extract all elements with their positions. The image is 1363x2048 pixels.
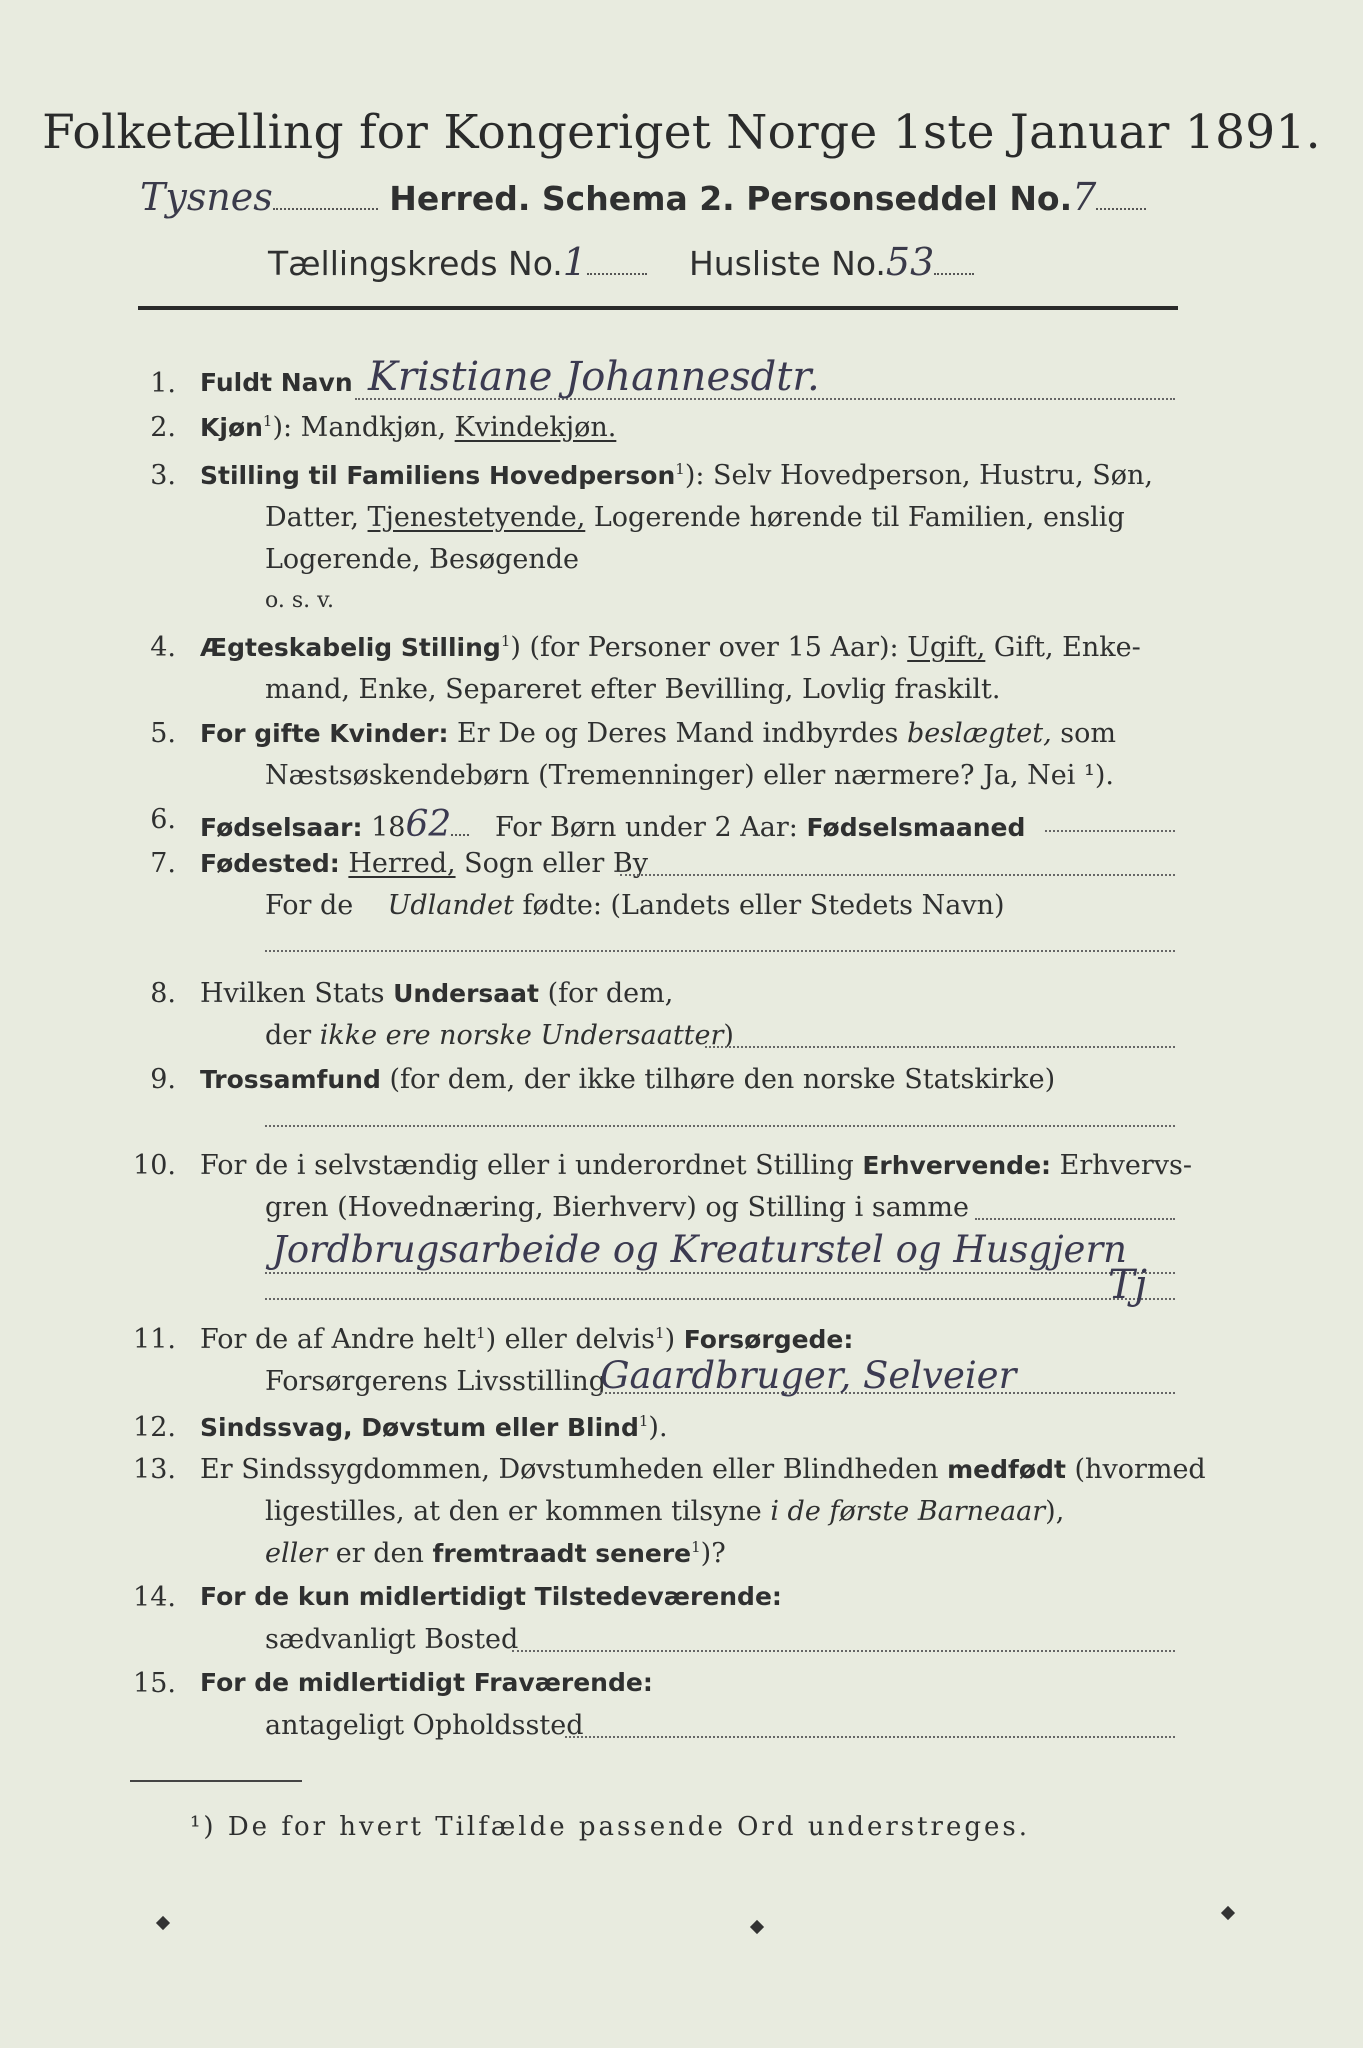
stilling-selected: Tjenestetyende,	[367, 502, 586, 533]
erhverv-value: Jordbrugsarbeide og Kreaturstel og Husgjern	[272, 1228, 1127, 1271]
kreds-value: 1	[562, 240, 587, 284]
erhverv-value-2: Tj	[1108, 1262, 1148, 1308]
kreds-label: Tællingskreds No.	[268, 244, 563, 283]
personseddel-label: Personseddel No.	[746, 179, 1073, 218]
husliste-label: Husliste No.	[688, 244, 886, 283]
header-line-2	[268, 240, 974, 284]
header-rule	[138, 306, 1178, 310]
schema-label: Schema 2.	[541, 179, 735, 218]
fuldt-navn-label: Fuldt Navn	[200, 368, 353, 397]
fuldt-navn-value: Kristiane Johannesdtr.	[368, 354, 820, 400]
corner-mark-left	[156, 1916, 170, 1930]
corner-mark-center	[750, 1920, 764, 1934]
header-line-1	[140, 175, 1146, 219]
personseddel-value: 7	[1072, 175, 1097, 219]
ugift-selected: Ugift,	[907, 632, 986, 663]
footnote-rule	[130, 1780, 302, 1782]
forsorger-value: Gaardbruger, Selveier	[600, 1354, 1017, 1397]
herred-value: Tysnes	[140, 175, 273, 219]
census-form: Folketælling for Kongeriget Norge 1ste Januar 1891. Tysnes Herred. Schema 2. Personseddel No.7 Tællingskreds No.1 Husliste No.53 1. Fuldt Navn Kristiane Johannesdtr. 2. Kjøn$^1$): Mandkjøn, Kvindekjøn. 3. Stilling til Familiens Hovedperson$^1$): Selv Hovedperson, Hustru, Søn, Datter, Tjenestetyende, Logerende hørende til Familien, enslig Logerende, Besøgende o. s. v. 4. Ægteskabelig Stilling$^1$) (for Personer over 15 Aar): Ugift, Gift, Enke- mand, Enke, Separeret efter Bevilling, Lovlig fraskilt. 5. For gifte Kvinder: Er De og Deres Mand indbyrdes beslægtet, som Næstsøskendebørn (Tremenninger) eller nærmere? Ja, Nei ¹). 6. Fødselsaar: 1862 For Børn under 2 Aar: Fødselsmaaned 7. Fødested: Herred, Sogn eller By For de Udlandet fødte: (Landets eller Stedets Navn) 8. Hvilken Stats Undersaat (for dem, der ikke ere norske Undersaatter) 9. Trossamfund (for dem, der ikke tilhøre den norske Statskirke) 10. For de i selvstændig eller i underordnet Stilling Erhvervende: Erhvervs- gren (Hovednæring, Bierhverv) og Stilling i samme Jordbrugsarbeide og Kreaturstel og Husgjern Tj 11. For de af Andre helt$^1$) eller delvis$^1$) Forsørgede: Forsørgerens Livsstilling Gaardbruger, Selveier 12. Sindssvag, Døvstum eller Blind$^1$). 13. Er Sindssygdommen, Døvstumheden eller Blindheden medfødt (hvormed ligestilles, at den er kommen tilsyne i de første Barneaar), eller er den fremtraadt senere$^1$)? 14. For de kun midlertidigt Tilstedeværende: sædvanligt Bosted 15. For de midlertidigt Fraværende: antageligt Opholdssted ¹) De for hvert Tilfælde passende Ord understreges.	[0, 0, 1363, 2048]
footnote: ¹) De for hvert Tilfælde passende Ord understreges.	[190, 1812, 1031, 1842]
corner-mark-right	[1221, 1906, 1235, 1920]
herred-label: Herred.	[389, 179, 531, 218]
fodested-selected: Herred,	[348, 848, 456, 879]
kjon-selected: Kvindekjøn.	[454, 412, 617, 443]
fodselsaar-value: 62	[405, 804, 452, 845]
form-title: Folketælling for Kongeriget Norge 1ste Januar 1891.	[42, 105, 1321, 160]
husliste-value: 53	[885, 240, 935, 284]
